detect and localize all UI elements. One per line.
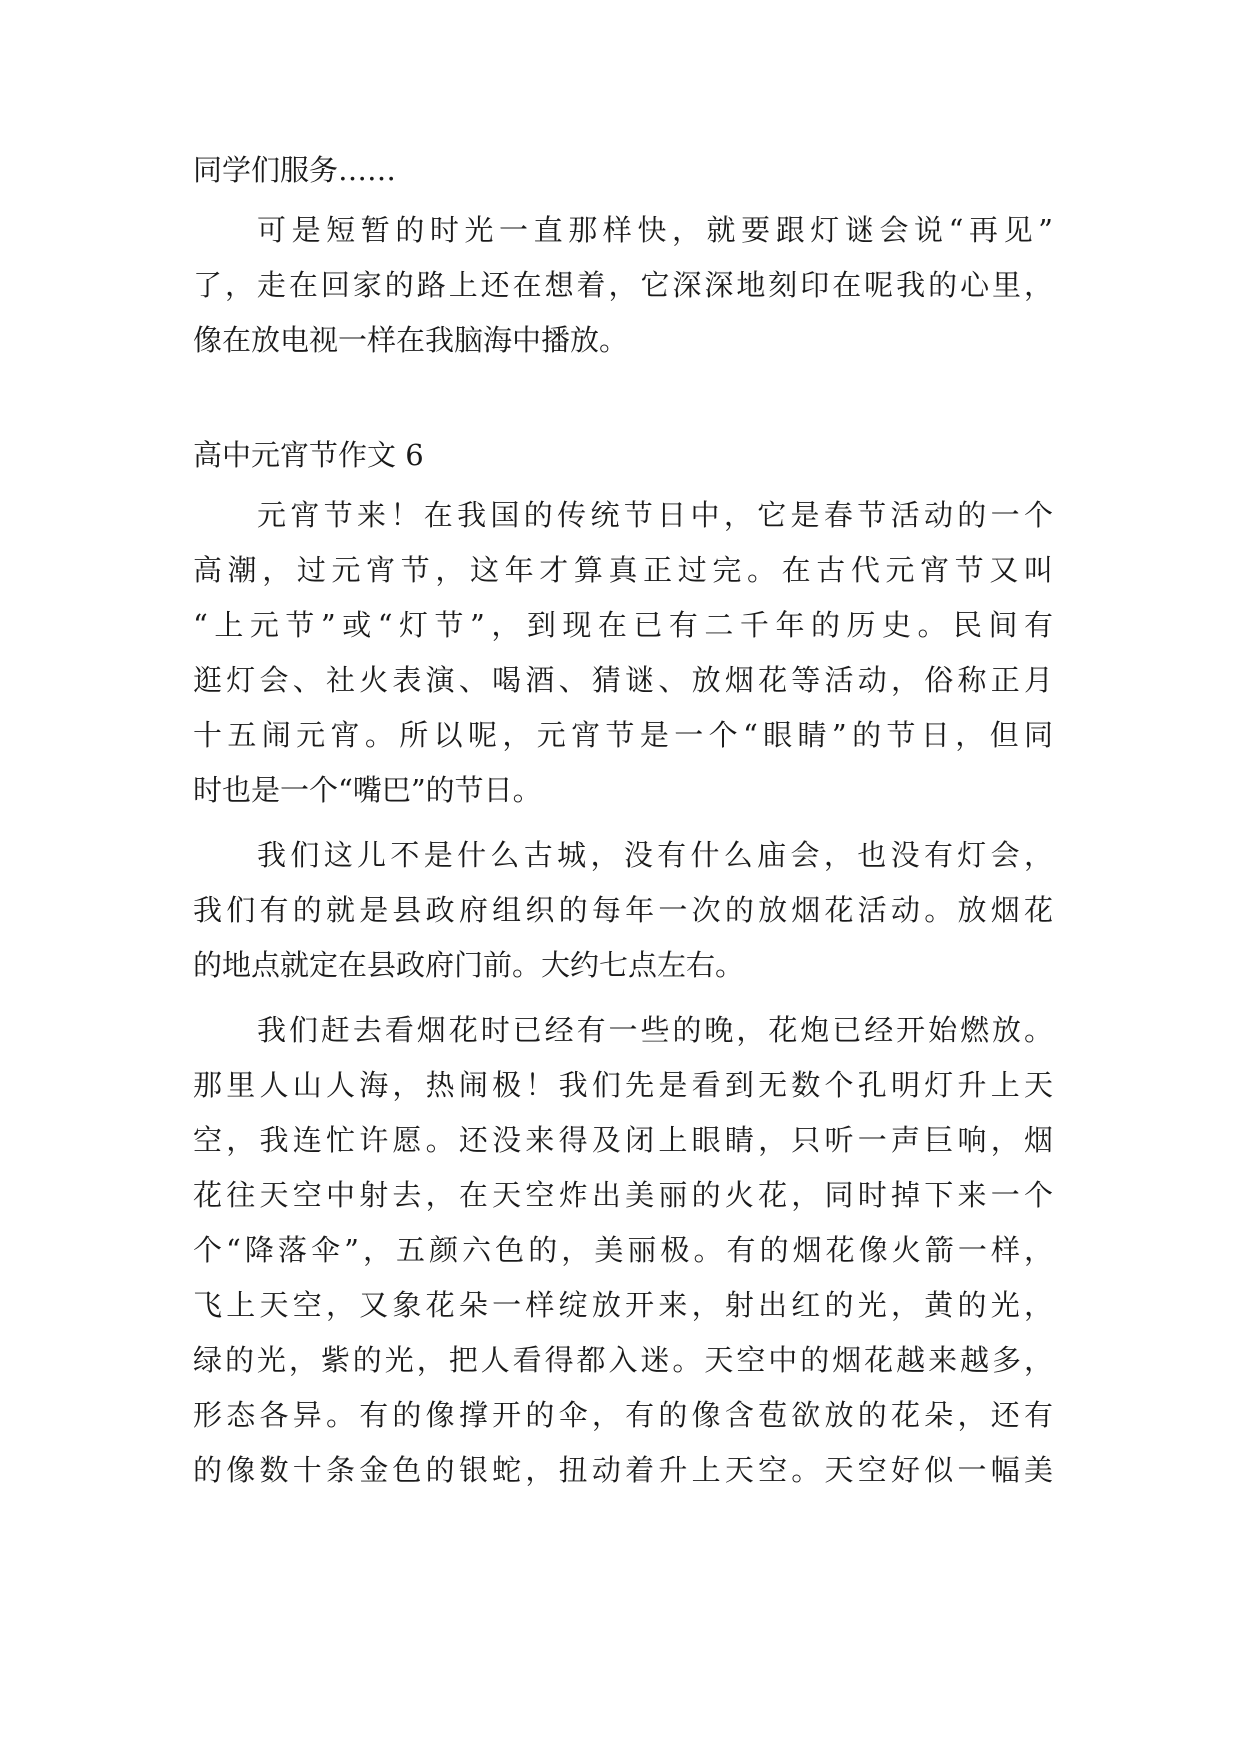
text-line: 高潮，过元宵节，这年才算真正过完。在古代元宵节又叫 (193, 553, 1053, 587)
text-line: “上元节”或“灯节”，到现在已有二千年的历史。民间有 (193, 608, 1053, 642)
text-line: 的像数十条金色的银蛇，扭动着升上天空。天空好似一幅美 (193, 1453, 1053, 1487)
paragraph-first-line: 我们这儿不是什么古城，没有什么庙会，也没有灯会， (257, 838, 1053, 872)
text-line: 时也是一个“嘴巴”的节日。 (193, 773, 542, 807)
paragraph-first-line: 元宵节来！在我国的传统节日中，它是春节活动的一个 (257, 498, 1053, 532)
text-line: 绿的光，紫的光，把人看得都入迷。天空中的烟花越来越多， (193, 1343, 1053, 1377)
text-line: 的地点就定在县政府门前。大约七点左右。 (193, 948, 745, 982)
text-line: 花往天空中射去，在天空炸出美丽的火花，同时掉下来一个 (193, 1178, 1053, 1212)
text-line: 像在放电视一样在我脑海中播放。 (193, 323, 629, 357)
text-line: 个“降落伞”，五颜六色的，美丽极。有的烟花像火箭一样， (193, 1233, 1053, 1267)
text-line: 空，我连忙许愿。还没来得及闭上眼睛，只听一声巨响，烟 (193, 1123, 1053, 1157)
text-line: 那里人山人海，热闹极！我们先是看到无数个孔明灯升上天 (193, 1068, 1053, 1102)
paragraph-first-line: 我们赶去看烟花时已经有一些的晚，花炮已经开始燃放。 (257, 1013, 1053, 1047)
text-line: 了，走在回家的路上还在想着，它深深地刻印在呢我的心里， (193, 268, 1053, 302)
text-line: 同学们服务…… (193, 153, 397, 187)
section-heading: 高中元宵节作文 6 (193, 438, 424, 472)
paragraph-first-line: 可是短暂的时光一直那样快，就要跟灯谜会说“再见” (257, 213, 1053, 247)
text-line: 十五闹元宵。所以呢，元宵节是一个“眼睛”的节日，但同 (193, 718, 1053, 752)
text-line: 飞上天空，又象花朵一样绽放开来，射出红的光，黄的光， (193, 1288, 1053, 1322)
text-line: 逛灯会、社火表演、喝酒、猜谜、放烟花等活动，俗称正月 (193, 663, 1053, 697)
text-line: 形态各异。有的像撑开的伞，有的像含苞欲放的花朵，还有 (193, 1398, 1053, 1432)
text-line: 我们有的就是县政府组织的每年一次的放烟花活动。放烟花 (193, 893, 1053, 927)
